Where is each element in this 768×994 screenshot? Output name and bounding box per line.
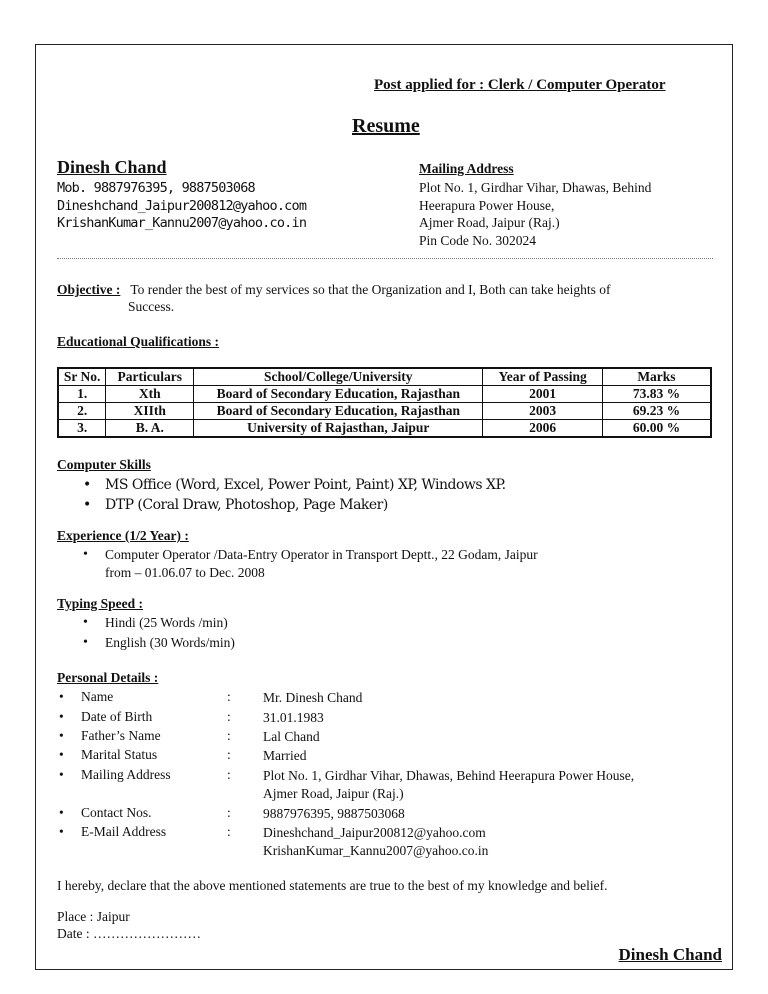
contact-block	[57, 180, 306, 233]
mailing-line: Ajmer Road, Jaipur (Raj.)	[419, 215, 560, 230]
list-item: • DTP (Coral Draw, Photoshop, Page Maker)	[81, 495, 506, 515]
table-cell: 2003	[483, 403, 603, 420]
field-value	[263, 767, 634, 803]
table-cell: Xth	[106, 386, 194, 403]
field-colon: :	[227, 824, 231, 839]
education-heading: Educational Qualifications :	[57, 334, 220, 349]
email-secondary: KrishanKumar_Kannu2007@yahoo.co.in	[57, 215, 307, 231]
address-line: Plot No. 1, Girdhar Vihar, Dhawas, Behind Heerapura Power House,	[263, 768, 635, 783]
resume-page	[35, 44, 733, 970]
field-value: 9887976395, 9887503068	[263, 806, 405, 821]
field-colon: :	[227, 805, 231, 820]
mailing-address-block	[419, 179, 651, 249]
table-cell: 2.	[58, 403, 106, 420]
date: Date : ……………………	[57, 926, 201, 941]
list-item: • Hindi (25 Words /min)	[81, 613, 235, 633]
table-cell: 73.83 %	[602, 386, 711, 403]
table-cell: Board of Secondary Education, Rajasthan	[194, 403, 483, 420]
field-label: E-Mail Address	[81, 824, 167, 839]
field-label: Name	[81, 689, 114, 704]
field-value: Mr. Dinesh Chand	[263, 690, 363, 705]
field-label: Mailing Address	[81, 767, 171, 782]
mailing-line: Pin Code No. 302024	[419, 232, 537, 248]
place: Place : Jaipur	[57, 909, 130, 924]
typing-heading: Typing Speed :	[57, 596, 144, 611]
page-title: Resume	[352, 115, 420, 137]
email-primary: Dineshchand_Jaipur200812@yahoo.com	[57, 197, 307, 214]
column-header: Sr No.	[58, 368, 106, 386]
skills-list	[81, 475, 506, 515]
table-cell: 2006	[483, 420, 603, 438]
table-cell: 60.00 %	[602, 420, 711, 438]
field-label: Marital Status	[81, 747, 158, 762]
email-line: Dineshchand_Jaipur200812@yahoo.com	[263, 825, 486, 840]
experience-line: from – 01.06.07 to Dec. 2008	[105, 565, 265, 580]
address-line: Ajmer Road, Jaipur (Raj.)	[263, 786, 404, 801]
objective-section	[57, 281, 611, 299]
list-item: • English (30 Words/min)	[81, 633, 235, 653]
table-cell: Board of Secondary Education, Rajasthan	[194, 386, 483, 403]
field-colon: :	[227, 728, 231, 743]
field-value	[263, 824, 488, 860]
table-cell: B. A.	[106, 420, 194, 438]
field-label: Date of Birth	[81, 709, 153, 724]
mobile-numbers: Mob. 9887976395, 9887503068	[57, 180, 255, 196]
skills-heading: Computer Skills	[57, 457, 151, 472]
field-value: 31.01.1983	[263, 710, 324, 725]
experience-list	[81, 546, 538, 582]
mailing-address-heading: Mailing Address	[419, 161, 514, 176]
experience-heading: Experience (1/2 Year) :	[57, 528, 189, 543]
list-item	[81, 546, 538, 582]
column-header: Particulars	[106, 368, 194, 386]
table-cell: 3.	[58, 420, 106, 438]
declaration: I hereby, declare that the above mentioned statements are true to the best of my knowledge and belief.	[57, 878, 608, 893]
post-applied: Post applied for : Clerk / Computer Operator	[374, 77, 666, 93]
dotted-divider	[57, 258, 713, 259]
mailing-line: Heerapura Power House,	[419, 197, 555, 213]
table-cell: University of Rajasthan, Jaipur	[194, 420, 483, 438]
table-cell: 1.	[58, 386, 106, 403]
column-header: School/College/University	[194, 368, 483, 386]
objective-text: To render the best of my services so that the Organization and I, Both can take heights of	[130, 282, 611, 297]
objective-label: Objective :	[57, 282, 121, 297]
table-cell: 69.23 %	[602, 403, 711, 420]
table-cell: XIIth	[106, 403, 194, 420]
field-label: Contact Nos.	[81, 805, 152, 820]
field-colon: :	[227, 689, 231, 704]
table-header-row	[58, 368, 711, 386]
field-value: Lal Chand	[263, 729, 320, 744]
signature-name: Dinesh Chand	[618, 945, 722, 964]
field-colon: :	[227, 747, 231, 762]
list-item: • MS Office (Word, Excel, Power Point, Paint) XP, Windows XP.	[81, 475, 506, 495]
field-colon: :	[227, 767, 231, 782]
education-table	[57, 367, 712, 438]
experience-line: • Computer Operator /Data-Entry Operator in Transport Deptt., 22 Godam, Jaipur	[105, 547, 538, 562]
typing-list	[81, 613, 235, 653]
table-cell: 2001	[483, 386, 603, 403]
personal-heading: Personal Details :	[57, 670, 159, 685]
email-line: KrishanKumar_Kannu2007@yahoo.co.in	[263, 843, 489, 858]
field-value: Married	[263, 748, 307, 763]
table-row	[58, 403, 711, 420]
field-label: Father’s Name	[81, 728, 161, 743]
field-colon: :	[227, 709, 231, 724]
table-row	[58, 386, 711, 403]
objective-text-cont: Success.	[128, 299, 175, 314]
mailing-line: Plot No. 1, Girdhar Vihar, Dhawas, Behind	[419, 180, 652, 195]
column-header: Marks	[602, 368, 711, 386]
column-header: Year of Passing	[483, 368, 603, 386]
table-row	[58, 420, 711, 438]
candidate-name: Dinesh Chand	[57, 157, 167, 177]
